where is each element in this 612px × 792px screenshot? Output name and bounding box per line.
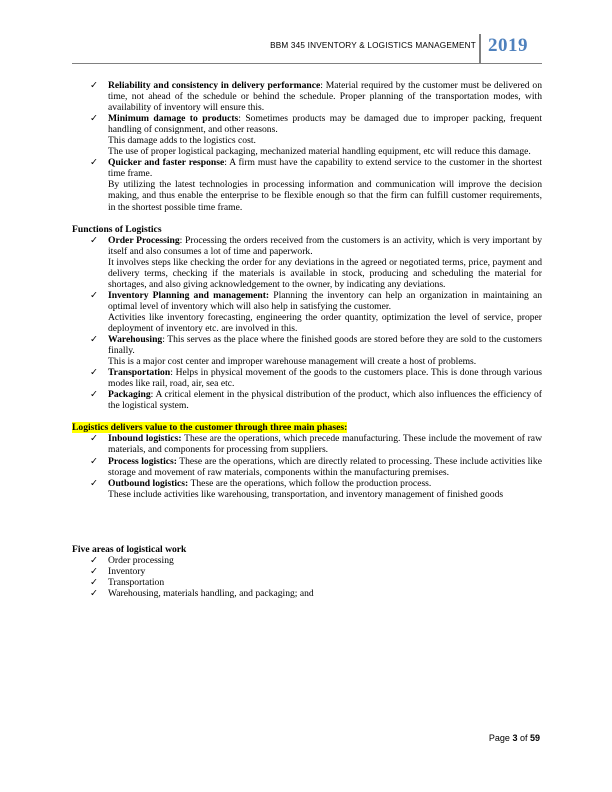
item-extra-text: These include activities like warehousing, transportation, and inventory management of finished goods <box>108 488 504 500</box>
page-total: 59 <box>529 733 540 743</box>
item-text: : This serves as the place where the finished goods are stored before they are sold to the customers finally. <box>108 334 542 357</box>
header-divider <box>479 34 481 64</box>
checkmark-icon: ✓ <box>90 565 99 577</box>
item-term: Minimum damage to products <box>108 113 239 125</box>
list-item <box>72 456 542 478</box>
functions-title: Functions of Logistics <box>72 223 162 235</box>
checkmark-icon: ✓ <box>90 289 99 301</box>
page-body <box>72 80 542 599</box>
item-extra-text: By utilizing the latest technologies in processing information and communication will improve the decision making, and thus enable the enterprise to be flexible enough so that the firm can fulfill customer requirements, in the shortest possible time frame. <box>108 179 542 213</box>
checkmark-icon: ✓ <box>90 576 99 588</box>
item-term: Inbound logistics: <box>108 433 182 445</box>
header-title: BBM 345 INVENTORY & LOGISTICS MANAGEMENT <box>270 41 476 50</box>
item-text: These are the operations, which are directly related to processing. These include activities like storage and movement of raw materials, components within the manufacturing premises. <box>108 455 542 478</box>
checkmark-icon: ✓ <box>90 157 99 169</box>
area-item <box>72 555 542 566</box>
list-item <box>72 80 542 113</box>
item-term: Inventory Planning and management: <box>108 289 270 301</box>
page-header <box>0 0 612 70</box>
item-term: Quicker and faster response <box>108 157 225 169</box>
area-item <box>72 566 542 577</box>
item-text: : Helps in physical movement of the goods to the customers place. This is done through various modes like rail, road, air, sea etc. <box>108 367 542 390</box>
item-extra-text: This damage adds to the logistics cost. <box>108 135 256 147</box>
phases-list <box>72 433 542 499</box>
functions-list <box>72 235 542 412</box>
checkmark-icon: ✓ <box>90 433 99 445</box>
item-term: Outbound logistics: <box>108 477 189 489</box>
item-text: : A critical element in the physical distribution of the product, which also influences the efficiency of the logistical system. <box>108 389 542 412</box>
five-areas-title: Five areas of logistical work <box>72 543 187 555</box>
page-number: 3 <box>512 733 518 743</box>
five-areas-list <box>72 555 542 599</box>
checkmark-icon: ✓ <box>90 455 99 467</box>
page-of-label: of <box>517 733 530 743</box>
area-item-label: Inventory <box>108 565 146 577</box>
checkmark-icon: ✓ <box>90 367 99 379</box>
item-term: Packaging <box>108 389 151 401</box>
item-text: : Processing the orders received from the customers is an activity, which is very important by itself and also consumes a lot of time and paperwork. <box>108 234 542 257</box>
list-item <box>72 235 542 290</box>
list-item <box>72 433 542 455</box>
page-label: Page <box>488 733 513 743</box>
item-term: Order Processing <box>108 234 180 246</box>
item-text: : Material required by the customer must be delivered on time, not ahead of the schedule or behind the schedule. Proper planning of the transportation modes, with availability of inventory will ensure this. <box>108 80 542 114</box>
item-text: These are the operations, which follow the production process. <box>188 477 432 489</box>
list-item <box>72 290 542 334</box>
checkmark-icon: ✓ <box>90 113 99 125</box>
area-item-label: Warehousing, materials handling, and packaging; and <box>108 587 314 599</box>
phases-title: Logistics delivers value to the customer through three main phases: <box>72 422 348 434</box>
checkmark-icon: ✓ <box>90 234 99 246</box>
intro-list <box>72 80 542 213</box>
page-footer <box>489 733 540 743</box>
item-extra-text: Activities like inventory forecasting, engineering the order quantity, optimization the level of service, proper deployment of inventory etc. are involved in this. <box>108 311 542 334</box>
area-item <box>72 577 542 588</box>
checkmark-icon: ✓ <box>90 554 99 566</box>
checkmark-icon: ✓ <box>90 587 99 599</box>
area-item <box>72 588 542 599</box>
item-extra-text: It involves steps like checking the order for any deviations in the agreed or negotiated terms, price, payment and delivery terms, checking if the materials is available in stock, producing and scheduling the material for shortages, and also giving acknowledgement to the owner, by indicating any deviations. <box>108 256 542 290</box>
checkmark-icon: ✓ <box>90 334 99 346</box>
checkmark-icon: ✓ <box>90 477 99 489</box>
header-rule <box>72 63 542 64</box>
area-item-label: Order processing <box>108 554 174 566</box>
header-year: 2019 <box>488 35 528 56</box>
item-text: : Sometimes products may be damaged due to improper packing, frequent handling of consignment, and other reasons. <box>108 113 542 136</box>
list-item <box>72 334 542 367</box>
list-item <box>72 113 542 157</box>
list-item <box>72 389 542 411</box>
item-extra-text: The use of proper logistical packaging, mechanized material handling equipment, etc will reduce this damage. <box>108 146 531 158</box>
item-term: Transportation <box>108 367 171 379</box>
list-item <box>72 157 542 212</box>
area-item-label: Transportation <box>108 576 165 588</box>
item-term: Reliability and consistency in delivery performance <box>108 80 321 91</box>
item-text: Planning the inventory can help an organization in maintaining an optimal level of inventory which will also help in satisfying the customer. <box>108 289 542 312</box>
item-text: : A firm must have the capability to extend service to the customer in the shortest time frame. <box>108 157 542 180</box>
checkmark-icon: ✓ <box>90 389 99 401</box>
list-item <box>72 367 542 389</box>
item-extra-text: This is a major cost center and improper warehouse management will create a host of problems. <box>108 356 477 368</box>
checkmark-icon: ✓ <box>90 80 99 91</box>
list-item <box>72 478 542 500</box>
item-term: Warehousing <box>108 334 163 346</box>
item-text: These are the operations, which precede manufacturing. These include the movement of raw materials, and components for processing from suppliers. <box>108 433 542 456</box>
item-term: Process logistics: <box>108 455 177 467</box>
